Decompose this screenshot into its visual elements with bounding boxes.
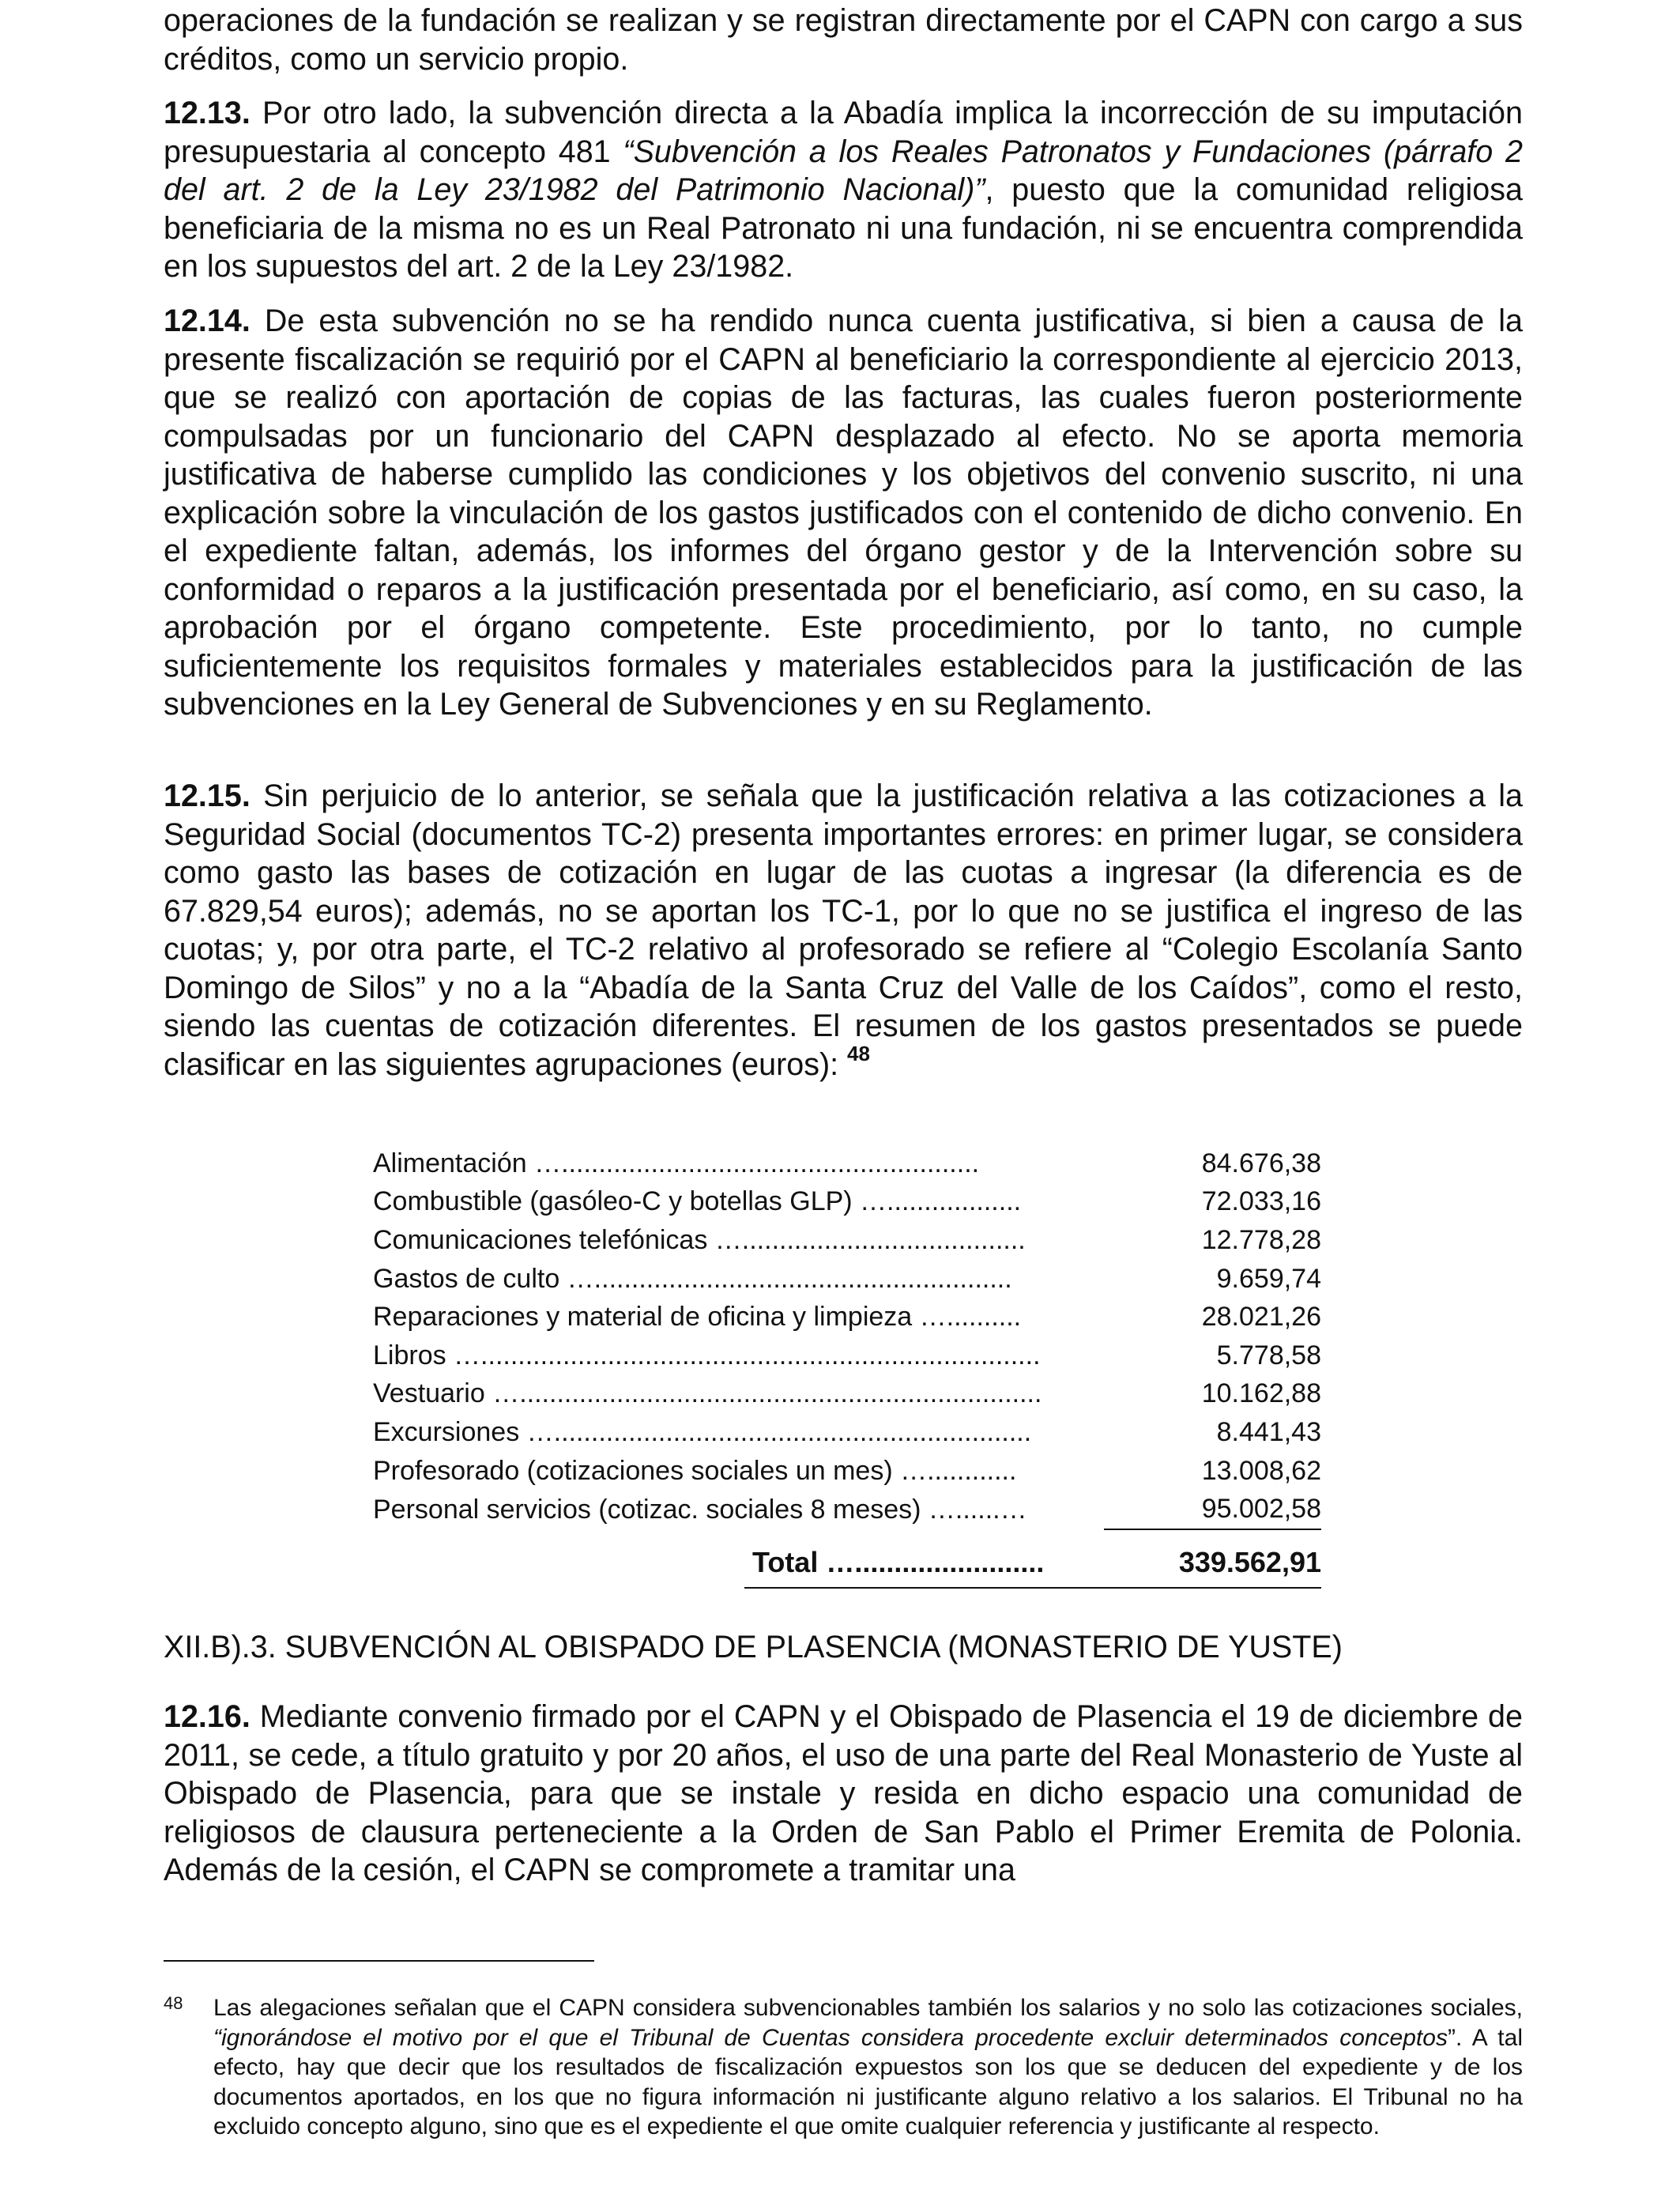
expense-row	[373, 1452, 1321, 1491]
paragraph-12-14	[164, 302, 1523, 724]
expense-row	[373, 1375, 1321, 1414]
expense-label: Libros …...........................................................................	[373, 1340, 1041, 1370]
expense-label: Personal servicios (cotizac. sociales 8 meses) …......…	[373, 1494, 1027, 1525]
expenses-table	[373, 1144, 1321, 1530]
expense-row	[373, 1298, 1321, 1336]
paragraph-number: 12.13.	[164, 96, 250, 130]
expense-label: Reparaciones y material de oficina y limpieza …..........	[373, 1302, 1022, 1333]
expense-value: 13.008,62	[1201, 1455, 1321, 1486]
footnote-mark: 48	[164, 1993, 183, 2013]
paragraph-text: , puesto que la comunidad religiosa beneficiaria de la misma no es un Real Patronato ni una fundación, ni se encuentra comprendida en los supuestos del art. 2 de la Ley 23/1982.	[164, 172, 1523, 284]
expense-label: Vestuario …......................................................................	[373, 1378, 1042, 1409]
footnote-text-part: Las alegaciones señalan que el CAPN considera subvencionables también los salarios y no solo las cotizaciones sociales,	[213, 1995, 1523, 2021]
expense-label: Comunicaciones telefónicas …......................................	[373, 1224, 1026, 1255]
expense-value: 8.441,43	[1216, 1416, 1321, 1447]
paragraph-text: operaciones de la fundación se realizan y se registran directamente por el CAPN con cargo a sus créditos, como un servicio propio.	[164, 3, 1523, 77]
footnote-quote: “ignorándose el motivo por el que el Tribunal de Cuentas considera procedente excluir determinados conceptos	[213, 2024, 1448, 2051]
expense-value: 9.659,74	[1216, 1263, 1321, 1294]
expense-row	[373, 1336, 1321, 1375]
footnote-text	[213, 1993, 1523, 2142]
expense-value: 10.162,88	[1201, 1378, 1321, 1409]
expense-label: Alimentación …........................................................	[373, 1148, 980, 1178]
expense-row	[373, 1144, 1321, 1183]
paragraph-text: Mediante convenio firmado por el CAPN y el Obispado de Plasencia el 19 de diciembre de 2011, se cede, a título gratuito y por 20 años, el uso de una parte del Real Monasterio de Yuste al Obispado de Plasencia, para que se instale y resida en dicho espacio una comunidad de religiosos de clausura perteneciente a la Orden de San Pablo el Primer Eremita de Polonia. Además de la cesión, el CAPN se compromete a tramitar una	[164, 1699, 1523, 1887]
expense-value: 12.778,28	[1201, 1224, 1321, 1255]
total-value: 339.562,91	[1178, 1546, 1321, 1578]
paragraph-text: De esta subvención no se ha rendido nunca cuenta justificativa, si bien a causa de la presente fiscalización se requirió por el CAPN al beneficiario la correspondiente al ejercicio 2013, que se realizó con aportación de copias de las facturas, las cuales fueron posteriormente compulsadas por un funcionario del CAPN desplazado al efecto. No se aporta memoria justificativa de haberse cumplido las condiciones y los objetivos del convenio suscrito, ni una explicación sobre la vinculación de los gastos justificados con el contenido de dicho convenio. En el expediente faltan, además, los informes del órgano gestor y de la Intervención sobre su conformidad o reparos a la justificación presentada por el beneficiario, así como, en su caso, la aprobación por el órgano competente. Este procedimiento, por lo tanto, no cumple suficientemente los requisitos formales y materiales establecidos para la justificación de las subvenciones en la Ley General de Subvenciones y en su Reglamento.	[164, 303, 1523, 722]
expense-row	[373, 1490, 1321, 1529]
footnote-separator	[164, 1960, 594, 1962]
paragraph-text: Sin perjuicio de lo anterior, se señala que la justificación relativa a las cotizaciones a la Seguridad Social (documentos TC-2) presenta importantes errores: en primer lugar, se considera como gasto las bases de cotización en lugar de las cuotas a ingresar (la diferencia es de 67.829,54 euros); además, no se aportan los TC-1, por lo que no se justifica el ingreso de las cuotas; y, por otra parte, el TC-2 relativo al profesorado se refiere al “Colegio Escolanía Santo Domingo de Silos” y no a la “Abadía de la Santa Cruz del Valle de los Caídos”, como el resto, siendo las cuentas de cotización diferentes. El resumen de los gastos presentados se puede clasificar en las siguientes agrupaciones (euros):	[164, 778, 1523, 1082]
section-heading: XII.B).3. SUBVENCIÓN AL OBISPADO DE PLASENCIA (MONASTERIO DE YUSTE)	[164, 1630, 1343, 1664]
footnote-text-part: ”. A tal efecto, hay que decir que los resultados de fiscalización expuestos son los que se deducen del expediente y de los documentos aportados, en los que no figura información ni justificante alguno relativo a los salarios. El Tribunal no ha excluido concepto alguno, sino que es el expediente el que omite cualquier referencia y justificante al respecto.	[213, 2024, 1523, 2139]
expense-value: 5.778,58	[1216, 1340, 1321, 1370]
expense-value: 95.002,58	[1104, 1490, 1321, 1529]
expense-value: 28.021,26	[1201, 1302, 1321, 1333]
paragraph-12-16	[164, 1698, 1523, 1890]
expense-label: Combustible (gasóleo-C y botellas GLP) …..................	[373, 1186, 1022, 1217]
expense-row	[373, 1183, 1321, 1222]
footnote-reference[interactable]: 48	[847, 1041, 870, 1065]
paragraph-number: 12.14.	[164, 303, 250, 338]
expense-row	[373, 1413, 1321, 1452]
expense-row	[373, 1221, 1321, 1260]
paragraph-12-13	[164, 94, 1523, 286]
expense-label: Gastos de culto …........................................................	[373, 1263, 1012, 1294]
expenses-total-row	[744, 1541, 1321, 1589]
expense-label: Profesorado (cotizaciones sociales un mes) …............	[373, 1455, 1017, 1486]
expense-value: 72.033,16	[1201, 1186, 1321, 1217]
paragraph-12-15	[164, 777, 1523, 1084]
expense-row	[373, 1260, 1321, 1299]
paragraph-text: Por otro lado, la subvención directa a la Abadía implica la incorrección de su imputación presupuestaria al concepto 481	[164, 96, 1523, 169]
paragraph-quote: “Subvención a los Reales Patronatos y Fundaciones (párrafo 2 del art. 2 de la Ley 23/1982 del Patrimonio Nacional)”	[164, 134, 1523, 207]
paragraph-continuation	[164, 2, 1523, 78]
paragraph-number: 12.15.	[164, 778, 250, 813]
footnote-48	[164, 1993, 1523, 2142]
expense-value: 84.676,38	[1201, 1148, 1321, 1178]
total-label: Total …........................	[752, 1546, 1045, 1578]
expense-label: Excursiones …................................................................	[373, 1416, 1032, 1447]
paragraph-number: 12.16.	[164, 1699, 250, 1734]
